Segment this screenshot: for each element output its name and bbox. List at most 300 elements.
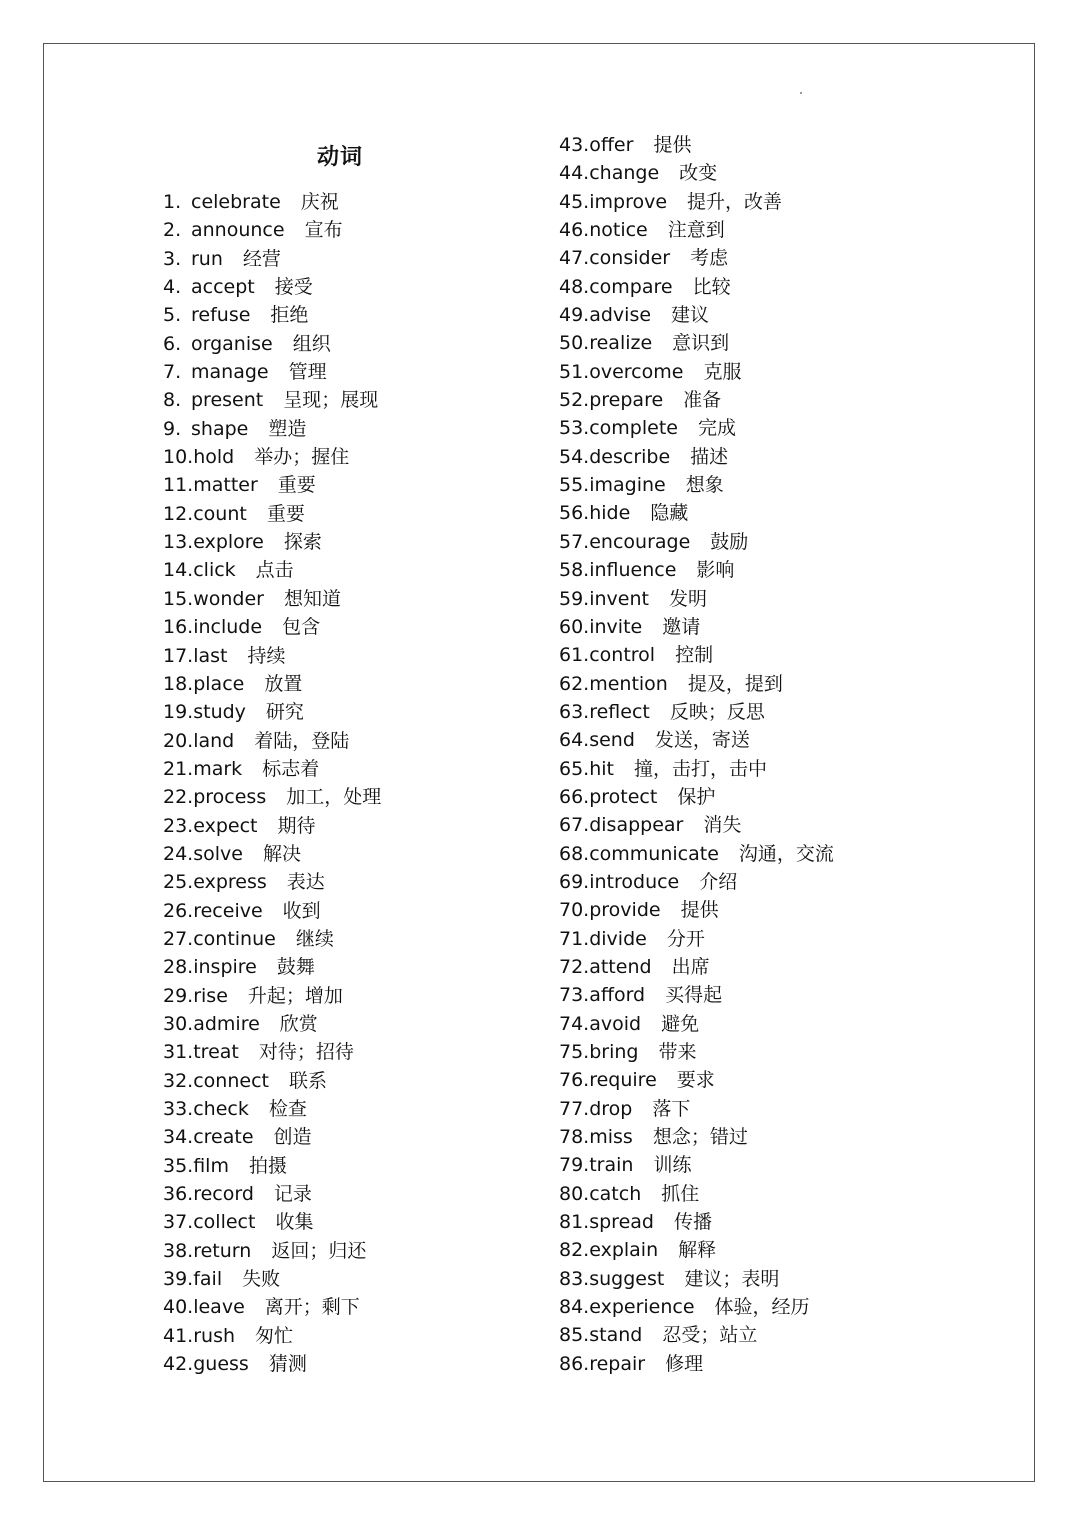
vocab-item [163,585,381,613]
vocab-number: 35. [163,1154,194,1177]
vocab-english: run [191,247,223,270]
vocab-chinese: 完成 [697,417,736,440]
vocab-number: 31. [163,1041,194,1064]
vocab-number: 42. [163,1353,194,1376]
vocab-chinese: 加工，处理 [286,786,382,809]
vocab-item [559,641,834,669]
page-title: 动词 [317,145,364,170]
vocab-item [559,244,834,272]
vocab-english: change [589,162,660,185]
vocab-english: inspire [193,956,257,979]
vocab-item [559,301,834,329]
vocab-number: 28. [163,956,194,979]
vocab-item [163,1095,381,1123]
vocab-item [163,698,381,726]
vocab-chinese: 解决 [262,842,301,865]
vocab-number: 11. [163,474,194,497]
vocab-english: offer [589,134,634,156]
vocab-chinese: 期待 [277,814,316,837]
vocab-chinese: 包含 [282,616,321,639]
vocab-english: provide [589,899,661,922]
vocab-english: solve [193,842,243,865]
vocab-number: 38. [163,1239,194,1262]
vocab-chinese: 接受 [274,276,313,299]
vocab-number: 8. [163,389,182,412]
vocab-chinese: 体验，经历 [714,1296,810,1319]
vocab-chinese: 持续 [247,644,286,667]
vocab-english: last [193,644,228,667]
vocab-english: admire [193,1012,260,1035]
vocab-chinese: 建议 [671,304,710,327]
vocab-number: 10. [163,446,194,469]
vocab-number: 20. [163,729,194,752]
vocab-number: 18. [163,672,194,695]
vocab-english: protect [589,785,658,808]
vocab-chinese: 出席 [671,955,710,978]
vocab-item [559,1095,834,1123]
vocab-english: click [193,559,236,582]
vocab-english: influence [589,559,677,582]
vocab-item [559,1151,834,1179]
vocab-number: 81. [559,1211,590,1234]
vocab-item [559,1350,834,1378]
vocab-english: place [193,672,245,695]
vocab-number: 80. [559,1182,590,1205]
vocab-item [163,642,381,670]
vocab-chinese: 隐藏 [650,502,689,525]
vocab-english: manage [191,361,269,384]
vocab-item [163,1152,381,1180]
vocab-item [559,755,834,783]
vocab-english: wonder [193,587,264,610]
vocab-number: 29. [163,984,194,1007]
vocab-item [559,1066,834,1094]
vocab-item [163,1038,381,1066]
vocab-item [559,386,834,414]
vocab-item [163,500,381,528]
vocab-number: 17. [163,644,194,667]
vocab-item [559,1265,834,1293]
vocab-item [163,982,381,1010]
vocab-english: spread [589,1211,654,1234]
vocab-item [559,1038,834,1066]
vocab-item [559,1180,834,1208]
vocab-number: 30. [163,1012,194,1035]
vocab-item [163,1322,381,1350]
vocab-item [559,358,834,386]
vocab-item [559,811,834,839]
vocab-english: encourage [589,530,691,553]
vocab-english: return [193,1239,252,1262]
vocab-chinese: 放置 [264,672,303,695]
vocab-chinese: 创造 [273,1126,312,1149]
vocab-chinese: 组织 [292,332,331,355]
vocab-item [559,443,834,471]
vocab-number: 6. [163,332,182,355]
vocab-chinese: 控制 [675,644,714,667]
vocab-item [163,613,381,641]
vocab-chinese: 反映；反思 [669,700,765,723]
vocab-number: 70. [559,899,590,922]
vocab-chinese: 研究 [265,701,304,724]
vocab-number: 24. [163,842,194,865]
vocab-number: 86. [559,1352,590,1375]
vocab-chinese: 庆祝 [300,191,339,213]
vocab-item [163,1180,381,1208]
vocab-number: 33. [163,1098,194,1120]
vocab-item [559,414,834,442]
vocab-number: 83. [559,1267,590,1290]
vocab-item [163,953,381,981]
vocab-chinese: 探索 [283,531,322,554]
vocab-item [559,925,834,953]
vocab-chinese: 分开 [666,927,705,950]
vocab-item [559,670,834,698]
vocab-english: invent [589,587,649,610]
vocab-number: 57. [559,530,590,553]
vocab-chinese: 记录 [273,1183,312,1206]
vocab-chinese: 买得起 [665,984,723,1007]
vocab-english: guess [193,1353,249,1376]
vocab-number: 74. [559,1012,590,1035]
vocab-item [559,585,834,613]
vocab-item [163,1010,381,1038]
vocab-number: 78. [559,1126,590,1149]
vocab-item [559,159,834,187]
vocab-item [163,755,381,783]
vocab-chinese: 建议；表明 [684,1267,780,1290]
vocab-english: reflect [589,700,650,723]
vocab-chinese: 撞，击打，击中 [634,757,768,780]
vocab-chinese: 要求 [676,1069,715,1092]
vocab-number: 58. [559,559,590,582]
vocab-item [163,330,381,358]
vocab-chinese: 避免 [661,1012,700,1035]
vocab-english: complete [589,417,678,440]
vocab-english: explore [193,531,264,554]
vocab-item [163,925,381,953]
vocab-english: introduce [589,870,680,893]
vocab-chinese: 对待；招待 [258,1041,354,1064]
vocab-chinese: 呈现；展现 [283,389,379,412]
vocab-number: 13. [163,531,194,554]
vocab-english: study [193,701,246,724]
vocab-chinese: 离开；剩下 [264,1296,360,1319]
vocab-item [163,783,381,811]
vocab-chinese: 塑造 [268,417,307,440]
vocab-number: 22. [163,786,194,809]
vocab-item [559,698,834,726]
vocab-chinese: 继续 [295,927,334,950]
vocab-number: 23. [163,814,194,837]
vocab-chinese: 提及，提到 [687,672,783,695]
vocab-number: 53. [559,417,590,440]
vocab-english: communicate [589,842,719,865]
vocab-english: expect [193,814,258,837]
vocab-number: 32. [163,1069,194,1092]
vocab-number: 79. [559,1154,590,1177]
vocab-number: 62. [559,672,590,695]
vocab-item [559,726,834,754]
vocab-chinese: 比较 [692,275,731,298]
vocab-chinese: 改变 [679,162,718,185]
vocab-english: check [193,1098,249,1120]
vocab-chinese: 匆忙 [255,1324,294,1347]
vocab-number: 27. [163,927,194,950]
vocab-item [559,499,834,527]
vocab-number: 15. [163,587,194,610]
vocab-item [559,840,834,868]
vocab-chinese: 检查 [268,1098,307,1120]
vocab-item [163,868,381,896]
vocab-chinese: 鼓励 [710,530,749,553]
vocab-chinese: 发送，寄送 [654,729,750,752]
vocab-english: overcome [589,360,684,383]
vocab-chinese: 带来 [658,1041,697,1063]
vocab-english: organise [191,332,273,355]
vocab-chinese: 解释 [678,1239,717,1262]
vocab-chinese: 收到 [282,899,321,922]
vocab-item [559,1010,834,1038]
vocab-chinese: 经营 [242,247,281,270]
vocab-item [559,471,834,499]
vocab-item [163,386,381,414]
vocab-english: miss [589,1126,633,1149]
vocab-number: 75. [559,1041,590,1063]
vocab-english: consider [589,247,671,270]
vocab-chinese: 重要 [277,474,316,497]
vocab-number: 84. [559,1296,590,1319]
vocab-english: avoid [589,1012,642,1035]
vocab-item [163,812,381,840]
vocab-number: 41. [163,1324,194,1347]
vocab-english: improve [589,190,668,213]
vocab-item [559,783,834,811]
vocab-number: 76. [559,1069,590,1092]
vocab-number: 44. [559,162,590,185]
vocab-number: 7. [163,361,182,384]
vocab-item [559,1321,834,1349]
vocab-number: 56. [559,502,590,525]
vocab-english: matter [193,474,258,497]
vocab-english: hide [589,502,631,525]
vocab-number: 34. [163,1126,194,1149]
vocab-english: hold [193,446,235,469]
vocab-chinese: 沟通，交流 [738,842,834,865]
vocab-item [163,245,381,273]
vocab-chinese: 猜测 [268,1353,307,1376]
vocab-item [559,216,834,244]
vocab-item [559,981,834,1009]
vocab-chinese: 邀请 [662,615,701,638]
vocab-item [163,1067,381,1095]
vocab-item [559,868,834,896]
vocab-chinese: 影响 [696,559,735,582]
vocab-english: advise [589,304,652,327]
vocab-chinese: 忍受；站立 [662,1324,758,1347]
vocab-english: shape [191,417,249,440]
vocab-english: divide [589,927,647,950]
vocab-number: 12. [163,502,194,525]
vocab-english: record [193,1183,254,1206]
vocab-item [163,1208,381,1236]
vocab-item [163,358,381,386]
vocab-number: 71. [559,927,590,950]
vocab-item [163,1237,381,1265]
vocab-number: 4. [163,276,182,299]
vocab-number: 36. [163,1183,194,1206]
vocab-item [559,188,834,216]
vocab-chinese: 意识到 [672,332,730,355]
vocab-english: celebrate [191,191,281,213]
vocab-english: disappear [589,814,684,837]
vocab-chinese: 点击 [255,559,294,582]
vocab-chinese: 描述 [690,445,729,468]
vocab-item [163,727,381,755]
vocab-item [163,301,381,329]
vocab-chinese: 返回；归还 [271,1239,367,1262]
vocab-number: 52. [559,389,590,412]
vocab-english: describe [589,445,671,468]
vocab-english: invite [589,615,643,638]
vocab-chinese: 失败 [242,1268,281,1291]
vocab-english: train [589,1154,634,1177]
vocab-english: treat [193,1041,239,1064]
vocab-chinese: 举办；握住 [254,446,350,469]
vocab-english: receive [193,899,263,922]
vocab-list-left [163,188,381,1378]
vocab-english: include [193,616,263,639]
vocab-english: realize [589,332,653,355]
vocab-number: 55. [559,474,590,497]
vocab-chinese: 升起；增加 [247,984,343,1007]
vocab-number: 63. [559,700,590,723]
vocab-number: 68. [559,842,590,865]
vocab-number: 50. [559,332,590,355]
vocab-number: 16. [163,616,194,639]
vocab-number: 69. [559,870,590,893]
vocab-item [559,528,834,556]
vocab-chinese: 考虑 [690,247,729,270]
vocab-number: 48. [559,275,590,298]
vocab-number: 66. [559,785,590,808]
vocab-number: 25. [163,871,194,894]
vocab-english: collect [193,1211,256,1234]
vocab-chinese: 收集 [275,1211,314,1234]
vocab-chinese: 着陆，登陆 [254,729,350,752]
vocab-english: stand [589,1324,643,1347]
vocab-item [559,896,834,924]
vocab-item [163,443,381,471]
vocab-item [163,528,381,556]
vocab-english: connect [193,1069,269,1092]
vocab-item [163,471,381,499]
vocab-english: count [193,502,247,525]
vocab-number: 60. [559,615,590,638]
vocab-chinese: 拍摄 [248,1154,287,1177]
vocab-number: 19. [163,701,194,724]
vocab-number: 51. [559,360,590,383]
vocab-english: refuse [191,304,251,327]
vocab-english: rush [193,1324,236,1347]
vocab-item [163,556,381,584]
vocab-chinese: 修理 [665,1352,704,1375]
vocab-english: prepare [589,389,664,412]
vocab-number: 9. [163,417,182,440]
vocab-number: 49. [559,304,590,327]
vocab-english: experience [589,1296,695,1319]
vocab-item [163,1265,381,1293]
vocab-number: 59. [559,587,590,610]
vocab-chinese: 欣赏 [279,1012,318,1035]
vocab-item [559,329,834,357]
vocab-number: 64. [559,729,590,752]
vocab-item [559,556,834,584]
vocab-english: process [193,786,267,809]
vocab-item [163,1293,381,1321]
vocab-number: 46. [559,219,590,242]
vocab-item [163,216,381,244]
vocab-chinese: 提供 [653,134,692,156]
vocab-list-right [559,131,834,1378]
vocab-item [559,1123,834,1151]
vocab-chinese: 重要 [266,502,305,525]
vocab-number: 72. [559,955,590,978]
vocab-number: 21. [163,757,194,780]
vocab-chinese: 宣布 [304,219,343,242]
vocab-number: 40. [163,1296,194,1319]
vocab-number: 54. [559,445,590,468]
vocab-english: hit [589,757,614,780]
vocab-number: 67. [559,814,590,837]
vocab-chinese: 落下 [652,1097,691,1120]
scan-speck [800,92,802,94]
vocab-item [559,273,834,301]
vocab-item [163,840,381,868]
vocab-number: 1. [163,191,182,213]
vocab-chinese: 想念；错过 [652,1126,748,1149]
vocab-number: 45. [559,190,590,213]
vocab-number: 5. [163,304,182,327]
vocab-chinese: 介绍 [699,870,738,893]
vocab-chinese: 鼓舞 [276,956,315,979]
vocab-number: 26. [163,899,194,922]
vocab-number: 37. [163,1211,194,1234]
vocab-chinese: 联系 [288,1069,327,1092]
vocab-chinese: 准备 [683,389,722,412]
vocab-english: film [193,1154,229,1177]
vocab-number: 61. [559,644,590,667]
vocab-chinese: 发明 [668,587,707,610]
vocab-english: repair [589,1352,646,1375]
vocab-english: express [193,871,267,894]
vocab-number: 39. [163,1268,194,1291]
vocab-number: 47. [559,247,590,270]
vocab-chinese: 保护 [677,785,716,808]
vocab-chinese: 训练 [653,1154,692,1177]
vocab-chinese: 抓住 [661,1182,700,1205]
vocab-number: 85. [559,1324,590,1347]
vocab-chinese: 消失 [703,814,742,837]
vocab-item [163,188,381,216]
vocab-item [163,1123,381,1151]
vocab-number: 65. [559,757,590,780]
vocab-item [559,1293,834,1321]
vocab-chinese: 标志着 [262,757,320,780]
vocab-english: fail [193,1268,223,1291]
vocab-chinese: 拒绝 [270,304,309,327]
vocab-english: accept [191,276,255,299]
